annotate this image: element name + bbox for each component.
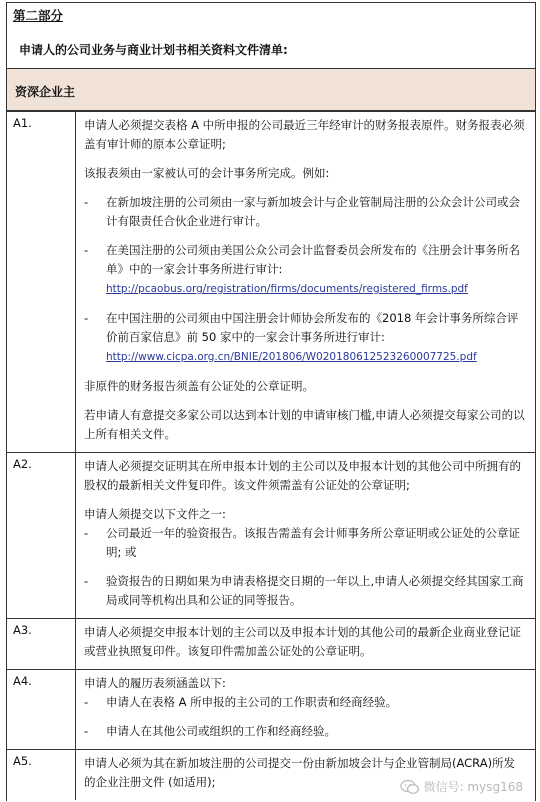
list-item-text: 验资报告的日期如果为申请表格提交日期的一年以上,申请人必须提交经其国家工商局或同等机构出具和公证的同等报告。 [106,574,524,607]
dash-bullet: - [84,526,89,540]
list-item-text [106,309,525,367]
document-subtitle: 申请人的公司业务与商业计划书相关资料文件清单: [19,43,288,57]
wechat-watermark [400,778,523,795]
paragraph: 非原件的财务报告须盖有公证处的公章证明。 [84,379,314,393]
row-code: A2. [7,453,76,619]
cicpa-link[interactable]: http://www.cicpa.org.cn/BNIE/201806/W020180612523260007725.pdf [106,351,477,363]
document-page [6,2,536,801]
requirements-table [7,111,535,800]
list-item [84,193,525,231]
paragraph: 申请人必须提交证明其在所申报本计划的主公司以及申报本计划的其他公司中所拥有的股权的最新相关文件复印件。该文件须需盖有公证处的公章证明; [84,459,521,492]
pcaob-link[interactable]: http://pcaobus.org/registration/firms/documents/registered_firms.pdf [106,283,468,295]
list-item-text: 在新加坡注册的公司须由一家与新加坡会计与企业管制局注册的公众会计公司或会计有限责任合伙企业进行审计。 [106,195,520,228]
dash-bullet: - [84,724,89,738]
paragraph: 若申请人有意提交多家公司以达到本计划的申请审核门槛,申请人必须提交每家公司的以上所有相关文件。 [84,408,525,441]
list-item-text: 公司最近一年的验资报告。该报告需盖有会计师事务所公章证明或公证处的公章证明; 或 [106,526,520,559]
list-item-text: 申请人在表格 A 所申报的主公司的工作职责和经商经验。 [106,695,398,709]
row-content [76,670,536,750]
table-row-a1 [7,112,535,453]
list-item [84,241,525,299]
table-row-a4 [7,670,535,750]
paragraph: 申请人的履历表须涵盖以下: [84,676,226,690]
list-item-text: 申请人在其他公司或组织的工作和经商经验。 [106,724,336,738]
list-item [84,572,525,610]
list-item-body: 在美国注册的公司须由美国公众公司会计监督委员会所发布的《注册会计事务所名单》中的一家会计事务所进行审计: [106,243,520,276]
wechat-icon [400,779,420,795]
dash-bullet: - [84,195,89,209]
paragraph: 申请人须提交以下文件之一: [84,507,226,521]
list-item [84,693,525,712]
row-content [76,453,536,619]
paragraph: 申请人必须提交表格 A 中所申报的公司最近三年经审计的财务报表原件。财务报表必须盖有审计师的原本公章证明; [84,118,525,151]
row-code: A3. [7,619,76,670]
dash-bullet: - [84,574,89,588]
row-content [76,112,536,453]
section-heading: 资深企业主 [7,68,535,111]
row-code: A1. [7,112,76,453]
dash-bullet: - [84,243,89,257]
dash-bullet: - [84,311,89,325]
paragraph: 申请人必须为其在新加坡注册的公司提交一份由新加坡会计与企业管制局(ACRA)所发的企业注册文件 (如适用); [84,756,516,789]
list-item [84,722,525,741]
list-item-text [106,241,525,299]
paragraph: 申请人必须提交申报本计划的主公司以及申报本计划的其他公司的最新企业商业登记证或营业执照复印件。该复印件需加盖公证处的公章证明。 [84,625,521,658]
row-content [76,619,536,670]
dash-bullet: - [84,695,89,709]
list-item [84,524,525,562]
paragraph: 该报表须由一家被认可的会计事务所完成。例如: [84,166,330,180]
row-code: A5. [7,750,76,801]
table-row-a3 [7,619,535,670]
list-item [84,309,525,367]
table-row-a2 [7,453,535,619]
part-title: 第二部分 [13,8,64,23]
watermark-text: 微信号: mysg168 [423,780,523,794]
row-code: A4. [7,670,76,750]
list-item-body: 在中国注册的公司须由中国注册会计师协会所发布的《2018 年会计事务所综合评价前百家信息》前 50 家中的一家会计事务所进行审计: [106,311,519,344]
